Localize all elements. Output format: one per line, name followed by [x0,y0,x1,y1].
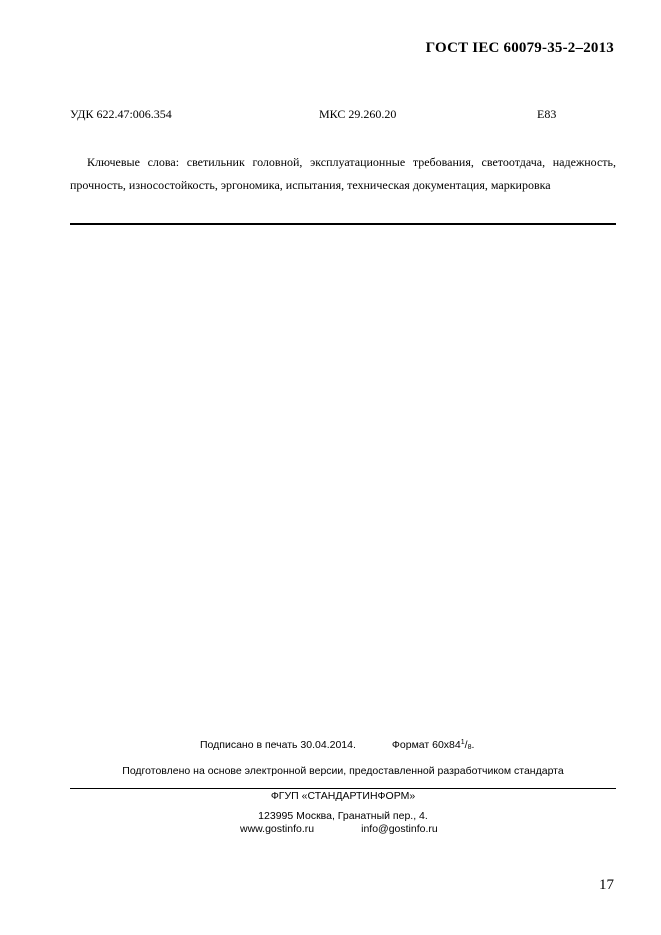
format-slash: / [464,739,468,751]
signed-for-print-line [200,739,474,751]
standard-code-header: ГОСТ IEC 60079-35-2–2013 [425,40,614,56]
email-link[interactable]: info@gostinfo.ru [361,823,438,835]
format-label: Формат 60х84 [391,739,461,751]
publisher-address: 123995 Москва, Гранатный пер., 4. [258,810,428,822]
format-end: . [471,739,475,751]
udk-code: УДК 622.47:006.354 [70,107,172,121]
okp-code: Е83 [537,107,557,121]
mks-code: МКС 29.260.20 [319,107,397,121]
signed-date: Подписано в печать 30.04.2014. [200,739,356,751]
contact-line [240,823,438,835]
section-divider-bottom [70,788,616,789]
section-divider-top [70,223,616,225]
classification-row [70,107,616,123]
prepared-note: Подготовлено на основе электронной версии, предоставленной разработчиком стандарта [122,765,564,777]
format-denominator: 8 [467,744,472,751]
website-link[interactable]: www.gostinfo.ru [240,823,315,835]
keywords-text: Ключевые слова: светильник головной, эксплуатационные требования, светоотдача, надежность, прочность, износостойкость, эргономика, испытания, техническая документация, маркировка [70,155,616,192]
publisher-name: ФГУП «СТАНДАРТИНФОРМ» [270,790,416,802]
format-numerator: 1 [460,739,465,746]
page-number: 17 [599,877,614,893]
keywords-paragraph [70,151,616,196]
